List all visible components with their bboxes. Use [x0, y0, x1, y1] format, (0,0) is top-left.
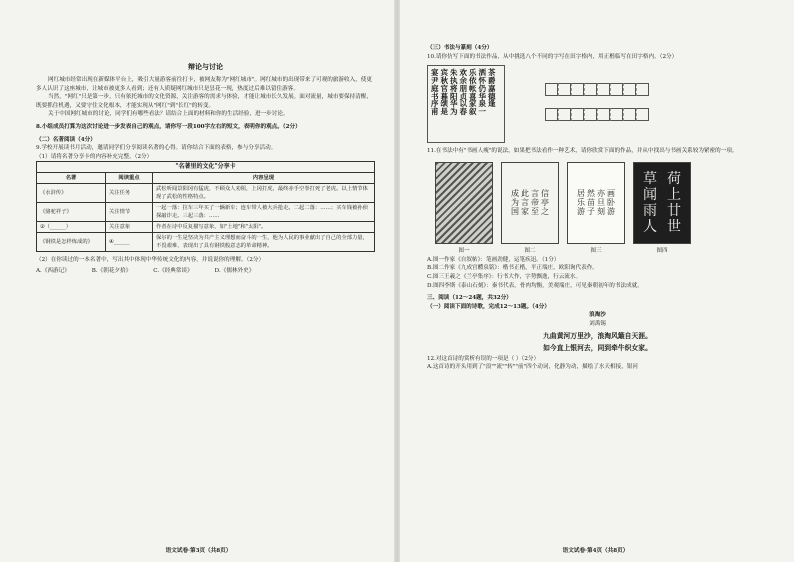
glyph: 成: [511, 189, 519, 199]
section-2-heading: （二）名著阅读（4分）: [36, 136, 96, 143]
glyph: 朋: [459, 83, 467, 93]
glyph: 颂: [440, 99, 448, 109]
table-cell-focus: 关注情节: [106, 203, 153, 222]
artwork-3-image: [567, 162, 625, 244]
table-header-content: 内容呈现: [153, 173, 375, 184]
table-cell-content: 武松听闻景阳冈有猛虎，不顾众人劝阻，上冈打虎，最终赤手空拳打死了老虎。以上情节体现了武松的性格特点。: [153, 184, 375, 203]
glyph: 言: [531, 189, 539, 199]
question-10: 10.请你仿写下面的书法作品，从中挑选八个不同的字写在田字格内，用正楷临写在田字格内。（2分）: [427, 53, 678, 60]
right-page: [397, 0, 794, 562]
table-cell-content: 保尔的一生是坚决为共产主义理想而奋斗的一生，他为人民的事业献出了自己的全部力量，不畏艰难，表现出了具有钢铁般意志的革命精神。: [153, 233, 375, 252]
table-cell-book: 《钢铁是怎样炼成的》: [37, 233, 106, 252]
glyph: 华: [450, 99, 458, 109]
table-header-book: 名著: [37, 173, 106, 184]
glyph: 帐: [469, 83, 477, 93]
glyph: 爵: [488, 75, 496, 85]
glyph: 之: [541, 207, 549, 217]
question-12-option-a[interactable]: A.这首诗的开头用到了"浪""流""转""前"四个动词，化静为动，描绘了水天相接，银河: [427, 364, 638, 371]
seal-char: 草: [643, 170, 657, 187]
writing-grid-row-2[interactable]: [545, 108, 649, 121]
poem-line-2: 如今直上银河去，同到牵牛织女家。: [543, 343, 652, 352]
glyph: 游: [577, 207, 585, 217]
glyph: 喜: [469, 91, 477, 101]
artwork-3-column: [587, 189, 595, 216]
artwork-3-column: [597, 189, 605, 216]
seal-char: 荷: [667, 170, 681, 187]
writing-grid-row-1[interactable]: [545, 83, 649, 96]
section-3-heading: （三）书法与篆刻（4分）: [427, 45, 493, 51]
question-12: 12.对这首诗的赏析有误的一项是（ ）（2分）: [427, 355, 540, 362]
glyph: 逢: [488, 99, 496, 109]
option-b[interactable]: B.《朝花夕拾》: [91, 267, 132, 274]
artwork-2-column: [511, 189, 519, 216]
table-row: [37, 222, 375, 233]
artwork-2-image: [501, 162, 559, 244]
glyph: 春: [459, 107, 467, 117]
artwork-3: [567, 162, 625, 254]
calligraphy-column: [431, 69, 439, 139]
glyph: 德: [488, 91, 496, 101]
table-cell-book: 《骆驼祥子》: [37, 203, 106, 222]
share-card-table: [36, 161, 375, 252]
glyph: 叙: [469, 107, 477, 117]
seal-char: 闻: [643, 186, 657, 203]
artwork-row: [435, 162, 768, 254]
table-cell-content: 一起一落：拉车三年买了一辆新车；连车带人被大兵抢走。二起二落：……；买车钱被孙侦探敲诈走。三起三落：……: [153, 203, 375, 222]
glyph: 帝: [531, 198, 539, 208]
glyph: 为: [450, 107, 458, 117]
glyph: 依: [469, 75, 477, 85]
artwork-1: [435, 162, 493, 254]
glyph: 书: [431, 91, 439, 101]
artwork-2-column: [531, 189, 539, 216]
artwork-2-column: [541, 189, 549, 216]
glyph: 亦: [597, 189, 605, 199]
glyph: 宾: [440, 68, 448, 78]
table-cell-focus-blank[interactable]: ④______: [106, 233, 153, 252]
glyph: 庭: [431, 83, 439, 93]
artwork-4-image: [633, 162, 691, 244]
question-9-2: （2）在你读过的一本名著中，写出其中体现中华传统文化的内容，并说说你的理解。（2分）: [36, 257, 265, 264]
table-cell-focus: 关注意象: [106, 222, 153, 233]
calligraphy-column: [460, 69, 468, 139]
table-cell-content: 作者在诗中反复描写意象，如"土地"和"太阳"。: [153, 222, 375, 233]
glyph: 洒: [478, 68, 486, 78]
page-footer-left: 语文试卷·第3页（共8页）: [165, 548, 232, 554]
artwork-label: 图三: [590, 247, 602, 254]
glyph: 家: [521, 207, 529, 217]
glyph: 宴: [431, 68, 439, 78]
seal-char: 上: [667, 186, 681, 203]
essay-title: 辩论与讨论: [188, 62, 223, 71]
glyph: 信: [541, 189, 549, 199]
table-row: [37, 184, 375, 203]
artwork-2-column: [521, 189, 529, 216]
glyph: 茶: [488, 68, 496, 78]
glyph: 言: [521, 198, 529, 208]
reading-subsection: （一）阅读下面的诗歌，完成12～13题。（4分）: [427, 303, 550, 310]
glyph: 嘉: [488, 83, 496, 93]
question-8: 8.小组成员打算为这次讨论进一步发表自己的观点，请你写一段100字左右的短文，表明你的观点。（2分）: [36, 123, 301, 130]
glyph: 尹: [431, 75, 439, 85]
calligraphy-column: [479, 69, 487, 139]
glyph: 游: [607, 207, 615, 217]
question-11: 11.在书法中有"书画人瘦"的说法，如果把书法看作一种艺术，请你欣赏下面的作品，并从中找出与书画关系较为紧密的一项。: [427, 148, 738, 155]
glyph: 亭: [541, 198, 549, 208]
option-d[interactable]: D.《儒林外史》: [214, 267, 255, 274]
share-card-title: "名著里的文化"分享卡: [37, 162, 375, 173]
artwork-label: 图一: [458, 247, 470, 254]
option-c[interactable]: C.《经典常谈》: [153, 267, 193, 274]
choice-c[interactable]: C.图三王羲之《兰亭集序》：行书大作，字势飘逸，行云流水。: [427, 273, 582, 280]
page-footer-right: 语文试卷·第4页（共8页）: [562, 548, 629, 554]
essay-paragraph-1: 网红城市经常出现在新媒体平台上，吸引大量游客前往打卡，被网友称为"网红城市"。网红城市的出现带来了可观的旅游收入，使更多人认识了这座城市，让城市被更多人看到；还有人质疑网红城市只是昙花一现，热度过后难以留住游客。: [36, 77, 372, 92]
artwork-2: [501, 162, 559, 254]
calligraphy-area: [427, 65, 768, 143]
calligraphy-column: [450, 69, 458, 139]
glyph: 家: [469, 99, 477, 109]
seal-char: 雨: [643, 202, 657, 219]
poem-author: 刘禹锡: [589, 320, 606, 327]
glyph: 甫: [431, 107, 439, 117]
reading-section-heading: 三、阅读（12～24题，共32分）: [427, 295, 512, 302]
glyph: 为: [511, 198, 519, 208]
glyph: 是: [440, 107, 448, 117]
table-row: [37, 203, 375, 222]
glyph: 秋: [440, 75, 448, 85]
calligraphy-column: [469, 69, 477, 139]
question-9-1: （1）请将名著分享卡的内容补充完整。（2分）: [36, 153, 153, 160]
poem-line-1: 九曲黄河万里沙，浪淘风簸自天涯。: [543, 331, 652, 340]
glyph: 官: [440, 83, 448, 93]
table-row: [37, 233, 375, 252]
glyph: 苗: [587, 198, 595, 208]
table-header-focus: 阅读重点: [106, 173, 153, 184]
artwork-4: [633, 162, 691, 254]
seal-char: 世: [667, 218, 681, 235]
glyph: 以: [459, 99, 467, 109]
glyph: 此: [521, 189, 529, 199]
artwork-3-column: [577, 189, 585, 216]
glyph: 刻: [597, 207, 605, 217]
table-cell-book-blank[interactable]: ②（______）: [37, 222, 106, 233]
table-cell-book: 《水浒传》: [37, 184, 106, 203]
essay-paragraph-3: 关于中国网红城市的讨论，同学们有哪些看法？请结合上面的材料和你的生活经验，进一步讨论。: [48, 111, 289, 118]
glyph: 国: [511, 207, 519, 217]
glyph: 旦: [597, 198, 605, 208]
glyph: 仍: [478, 83, 486, 93]
table-cell-focus: 关注任务: [106, 184, 153, 203]
glyph: 序: [431, 99, 439, 109]
glyph: 乐: [469, 68, 477, 78]
glyph: 怀: [478, 75, 486, 85]
glyph: 华: [478, 91, 486, 101]
glyph: 至: [531, 207, 539, 217]
artwork-1-image: [435, 162, 493, 244]
calligraphy-column: [488, 69, 496, 139]
artwork-3-column: [607, 189, 615, 216]
glyph: 居: [577, 189, 585, 199]
glyph: 朱: [450, 68, 458, 78]
glyph: 画: [607, 189, 615, 199]
answer-options: [36, 267, 375, 276]
glyph: 阳: [450, 91, 458, 101]
essay-paragraph-2: 当然，"网红"只是第一步，只有依托城市的文化资源，关注游客的需求与体验，才能让城市长久发展。面对流量，城市要保持清醒，既要抓住机遇，又要守住文化根本，才能实现从"网红"到"长红"的转变。: [36, 94, 372, 109]
glyph: 执: [450, 75, 458, 85]
poem-title: 浪淘沙: [589, 312, 606, 319]
seal-char: 廿: [667, 202, 681, 219]
writing-grid[interactable]: [545, 83, 649, 143]
glyph: 子: [587, 207, 595, 217]
glyph: 乐: [577, 198, 585, 208]
glyph: 余: [459, 75, 467, 85]
glyph: 卧: [607, 198, 615, 208]
glyph: 一: [478, 107, 486, 117]
glyph: 欢: [459, 68, 467, 78]
glyph: 泉: [478, 99, 486, 109]
glyph: 暮: [440, 91, 448, 101]
choice-b[interactable]: B.图二作家《九成宫醴泉铭》：楷书正楷，平正端庄，欧阳询代表作。: [427, 265, 598, 272]
choice-a[interactable]: A.图一作家《自叙帖》：笔画劲健，运笔疾迅。（1分）: [427, 256, 560, 263]
question-9-intro: 9.学校开展读书月活动，邀请同学们分享阅读名著的心得。请你结合下面的表格，参与分享活动。: [36, 145, 277, 152]
option-a[interactable]: A.《西游记》: [36, 267, 70, 274]
artwork-label: 图四: [656, 247, 668, 254]
calligraphy-column: [441, 69, 449, 139]
glyph: 然: [587, 189, 595, 199]
choice-d[interactable]: D.图四李斯《泰山石刻》：秦书代表，骨肉均衡，美观端庄，可见秦朝初年的书法成就。: [427, 282, 643, 289]
glyph: 贞: [459, 91, 467, 101]
calligraphy-artwork: [427, 65, 505, 143]
glyph: 将: [450, 83, 458, 93]
artwork-label: 图二: [524, 247, 536, 254]
seal-char: 人: [643, 218, 657, 235]
